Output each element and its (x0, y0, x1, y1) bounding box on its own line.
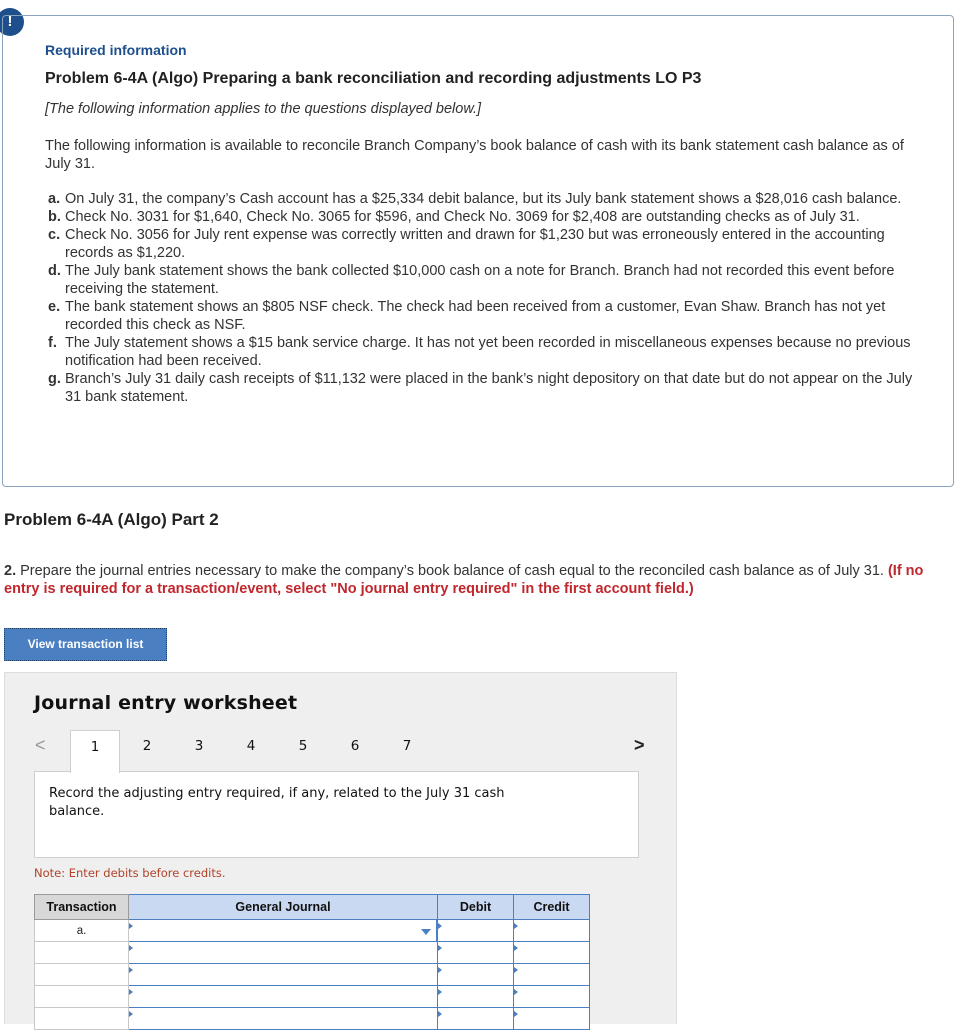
transaction-cell (35, 964, 129, 986)
transaction-cell: a. (35, 920, 129, 942)
journal-table (34, 894, 590, 1030)
debit-input[interactable] (438, 942, 514, 964)
table-row (35, 942, 590, 964)
column-header-credit: Credit (514, 895, 590, 920)
tab-5[interactable]: 5 (298, 738, 308, 754)
fact-letter: b. (48, 209, 61, 225)
worksheet-title: Journal entry worksheet (34, 692, 298, 714)
fact-item (45, 298, 925, 334)
note-text: Note: Enter debits before credits. (34, 866, 226, 880)
credit-input[interactable] (514, 986, 590, 1008)
tab-1[interactable]: 1 (70, 730, 120, 773)
debit-input[interactable] (438, 1008, 514, 1030)
transaction-cell (35, 986, 129, 1008)
column-header-transaction: Transaction (35, 895, 129, 920)
account-dropdown[interactable] (129, 920, 438, 942)
instruction-body: Prepare the journal entries necessary to make the company’s book balance of cash equal to the reconciled cash balance as of July 31. (16, 563, 888, 579)
account-input[interactable] (129, 986, 438, 1008)
alert-icon: ! (0, 8, 24, 36)
chevron-right-icon[interactable]: > (634, 735, 645, 755)
tab-6[interactable]: 6 (350, 738, 360, 754)
table-row (35, 920, 590, 942)
required-information-heading: Required information (45, 42, 187, 58)
fact-item (45, 208, 925, 226)
view-transaction-list-button[interactable]: View transaction list (4, 628, 167, 661)
credit-input[interactable] (514, 1008, 590, 1030)
instruction-emphasis: (If no entry is required for a transaction/event, select "No journal entry required" in the first account field.) (4, 563, 924, 597)
fact-item (45, 370, 925, 406)
credit-input[interactable] (514, 964, 590, 986)
column-header-general-journal: General Journal (129, 895, 438, 920)
table-row (35, 964, 590, 986)
intro-text: The following information is available to reconcile Branch Company’s book balance of cash with its bank statement cash balance as of July 31. (45, 138, 904, 172)
facts-list (45, 190, 925, 406)
instruction-text (4, 562, 954, 598)
instruction-number: 2. (4, 563, 17, 579)
prompt-text: Record the adjusting entry required, if any, related to the July 31 cash balance. (49, 786, 505, 819)
account-input[interactable] (129, 964, 438, 986)
fact-letter: e. (48, 299, 61, 315)
part-title: Problem 6-4A (Algo) Part 2 (4, 510, 219, 529)
prompt-box (34, 771, 639, 858)
fact-text: Check No. 3056 for July rent expense was correctly written and drawn for $1,230 but was erroneously entered in the accounting records as $1,220. (65, 227, 885, 261)
debit-input[interactable] (438, 920, 514, 942)
account-input[interactable] (129, 1008, 438, 1030)
credit-input[interactable] (514, 920, 590, 942)
fact-letter: c. (48, 227, 61, 243)
fact-text: The bank statement shows an $805 NSF check. The check had been received from a customer, Evan Shaw. Branch has not yet recorded this check as NSF. (65, 299, 886, 333)
dropdown-arrow-icon[interactable] (421, 929, 431, 935)
fact-letter: d. (48, 263, 61, 279)
transaction-cell (35, 942, 129, 964)
fact-text: Check No. 3031 for $1,640, Check No. 3065 for $596, and Check No. 3069 for $2,408 are outstanding checks as of July 31. (65, 209, 860, 225)
fact-letter: f. (48, 335, 57, 351)
fact-letter: a. (48, 191, 61, 207)
credit-input[interactable] (514, 942, 590, 964)
fact-item (45, 226, 925, 262)
tab-4[interactable]: 4 (246, 738, 256, 754)
transaction-cell (35, 1008, 129, 1030)
fact-text: On July 31, the company’s Cash account has a $25,334 debit balance, but its July bank statement shows a $28,016 cash balance. (65, 191, 902, 207)
column-header-debit: Debit (438, 895, 514, 920)
tab-2[interactable]: 2 (142, 738, 152, 754)
fact-letter: g. (48, 371, 61, 387)
problem-title: Problem 6-4A (Algo) Preparing a bank reconciliation and recording adjustments LO P3 (45, 70, 702, 87)
account-input[interactable] (129, 942, 438, 964)
fact-item (45, 262, 925, 298)
fact-item (45, 190, 925, 208)
fact-item (45, 334, 925, 370)
table-row (35, 986, 590, 1008)
fact-text: The July statement shows a $15 bank service charge. It has not yet been recorded in miscellaneous expenses because no previous notification had been received. (65, 335, 911, 369)
debit-input[interactable] (438, 964, 514, 986)
table-row (35, 1008, 590, 1030)
fact-text: The July bank statement shows the bank collected $10,000 cash on a note for Branch. Branch had not recorded this event before receiving the statement. (65, 263, 895, 297)
tab-3[interactable]: 3 (194, 738, 204, 754)
debit-input[interactable] (438, 986, 514, 1008)
applies-note: [The following information applies to the questions displayed below.] (45, 101, 482, 117)
chevron-left-icon[interactable]: < (35, 735, 46, 755)
journal-entry-worksheet (4, 672, 677, 1024)
fact-text: Branch’s July 31 daily cash receipts of $11,132 were placed in the bank’s night depository on that date but do not appear on the July 31 bank statement. (65, 371, 913, 405)
tab-7[interactable]: 7 (402, 738, 412, 754)
